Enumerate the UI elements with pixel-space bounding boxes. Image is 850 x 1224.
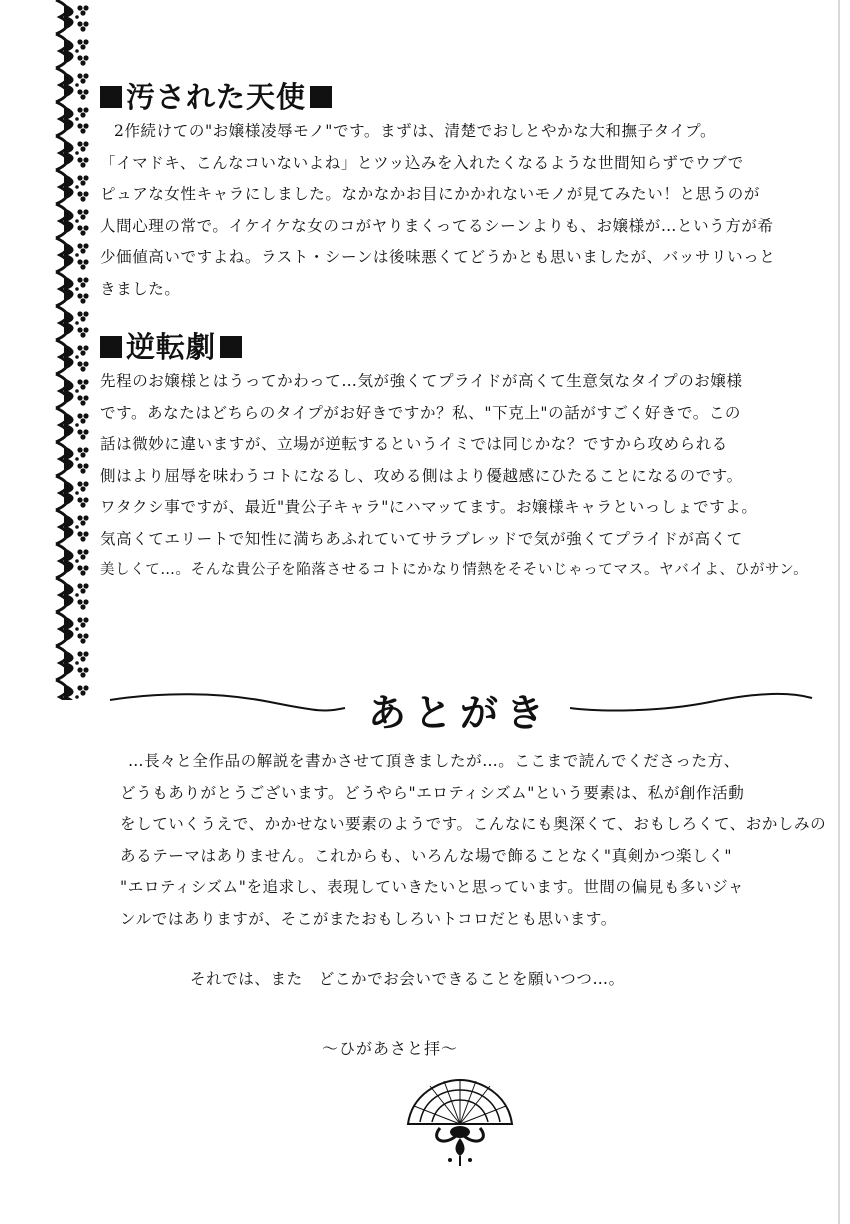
page-edge: [838, 0, 840, 1224]
section2-title: 逆転劇: [126, 330, 217, 364]
lace-border-icon: [50, 0, 98, 700]
afterword-line: "エロティシズム"を追求し、表現していきたいと思っています。世間の偏見も多いジャ: [120, 878, 745, 896]
closing-line: それでは、また どこかでお会いできることを願いつつ…。: [190, 970, 625, 988]
section2-body: [100, 366, 820, 587]
heading-square-icon: [100, 336, 122, 358]
afterword-line: どうもありがとうございます。どうやら"エロティシズム"という要素は、私が創作活動: [120, 783, 745, 802]
section1-line: ピュアな女性キャラにしました。なかなかお目にかかれないモノが見てみたい！と思うのが: [100, 185, 760, 203]
afterword-body: [120, 746, 827, 935]
section1-title: 汚された天使: [126, 80, 307, 114]
section2-line: です。あなたはどちらのタイプがお好きですか？私、"下克上"の話がすごく好きで。この: [100, 403, 742, 422]
afterword-title: あとがき: [367, 691, 552, 735]
heading-square-icon: [220, 336, 242, 358]
afterword-line: …長々と全作品の解説を書かさせて頂きましたが…。ここまで読んでくださった方、: [128, 752, 740, 770]
section-dirty-angel: [100, 80, 820, 305]
afterword-line: ンルではありますが、そこがまたおもしろいトコロだとも思います。: [120, 909, 617, 928]
section1-line: 少価値高いですよね。ラスト・シーンは後味悪くてどうかとも思いましたが、バッサリいっと: [100, 248, 776, 266]
heading-square-icon: [100, 86, 122, 108]
section1-heading: [100, 80, 332, 114]
section-reversal: [100, 330, 820, 587]
section2-line: 気高くてエリートで知性に満ちあふれていてサラブレッドで気が強くてプライドが高くて: [100, 529, 743, 548]
section2-heading: [100, 330, 242, 364]
signature: ～ひがあさと拝～: [322, 1039, 459, 1058]
fan-ornament-icon: [400, 1076, 520, 1168]
section1-body: [100, 116, 820, 305]
section2-line: ワタクシ事ですが、最近"貴公子キャラ"にハマッてます。お嬢様キャラといっしょですよ。: [100, 498, 758, 516]
afterword-line: あるテーマはありません。これからも、いろんな場で飾ることなく"真剣かつ楽しく": [120, 846, 733, 865]
section2-line: 側はより屈辱を味わうコトになるし、攻める側はより優越感にひたることになるのです。: [100, 466, 743, 485]
heading-square-icon: [310, 86, 332, 108]
section2-line: 美しくて…。そんな貴公子を陥落させるコトにかなり情熱をそそいじゃってマス。ヤバイよ、ひがサン。: [100, 562, 809, 578]
afterword-heading: [100, 672, 820, 742]
section1-line: 2作続けての"お嬢様凌辱モノ"です。まずは、清楚でおしとやかな大和撫子タイプ。: [114, 122, 717, 140]
section1-line: 人間心理の常で。イケイケな女のコがヤりまくってるシーンよりも、お嬢様が…という方が希: [100, 216, 774, 235]
section1-line: 「イマドキ、こんなコいないよね」とツッ込みを入れたくなるような世間知らずでウブで: [100, 153, 744, 172]
section2-line: 話は微妙に違いますが、立場が逆転するというイミでは同じかな？ですから攻められる: [100, 435, 728, 453]
afterword-line: をしていくうえで、かかせない要素のようです。こんなにも奥深くて、おもしろくて、おかしみの: [120, 815, 827, 833]
section1-line: きました。: [100, 279, 181, 298]
section2-line: 先程のお嬢様とはうってかわって…気が強くてプライドが高くて生意気なタイプのお嬢様: [100, 372, 743, 390]
